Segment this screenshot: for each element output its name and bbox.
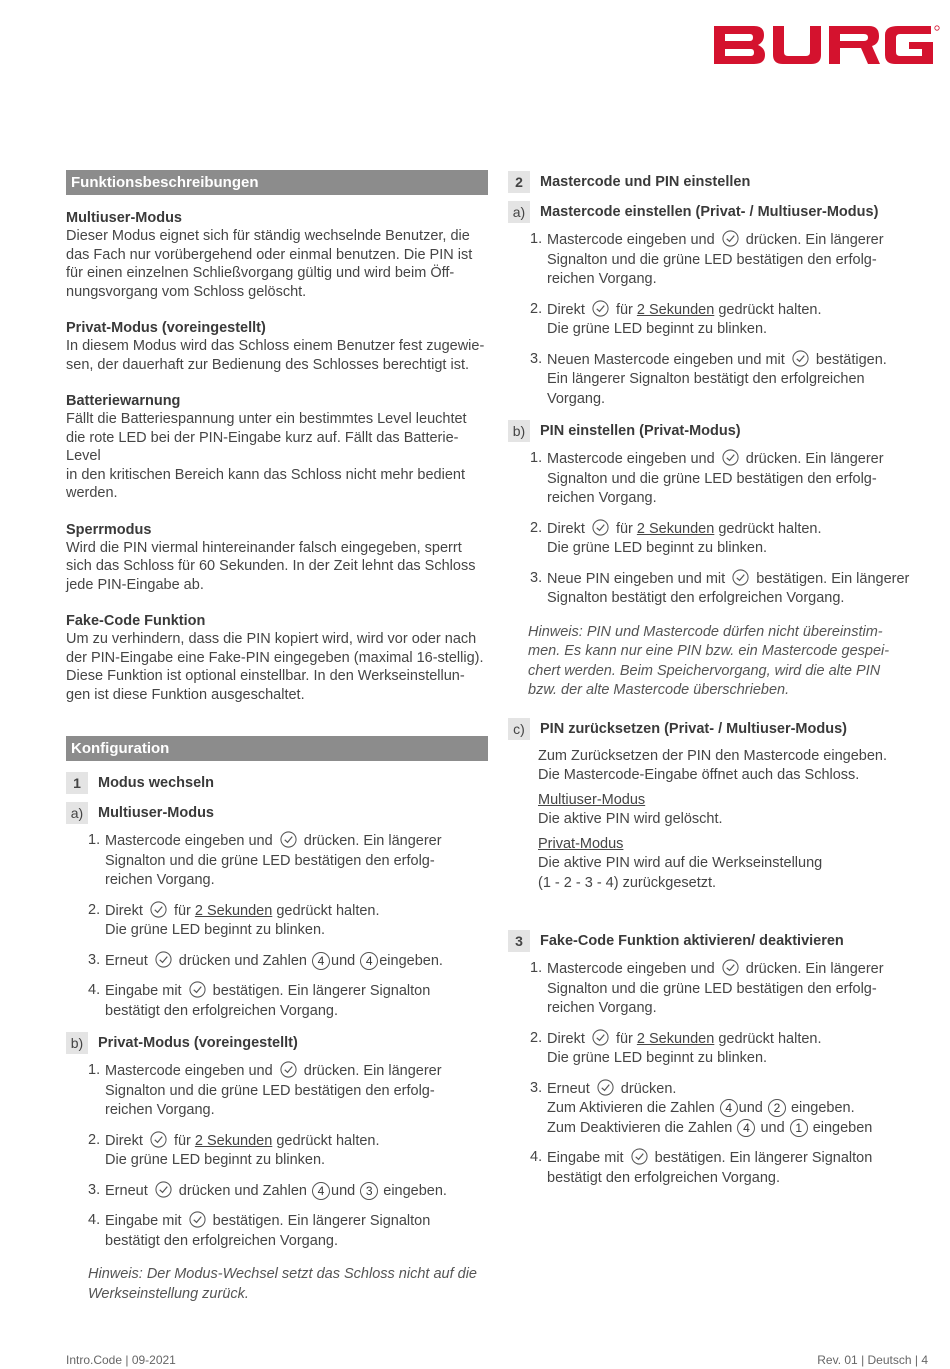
left-column — [66, 170, 488, 1304]
list-item: 2. Direkt für 2 Sekunden gedrückt halten. Die grüne LED beginnt zu blinken. — [530, 519, 822, 556]
feature-text: Um zu verhindern, dass die PIN kopiert wird, wird vor oder nach der PIN-Eingabe eine Fake-PIN eingegeben (maximal 16-stellig). Diese Funktion ist optional einstellbar. In den Werkseinstellun- gen ist diese Funktion ausgeschaltet. — [66, 631, 484, 703]
hint-note: Hinweis: Der Modus-Wechsel setzt das Schloss nicht auf die Werkseinstellung zurück. — [88, 1266, 477, 1302]
footer-right: Rev. 01 | Deutsch | 4 — [817, 1353, 928, 1367]
section-bar-konfiguration: Konfiguration — [66, 736, 488, 761]
substep-label: a) — [66, 802, 88, 824]
hint-note: Hinweis: PIN und Mastercode dürfen nicht übereinstim- men. Es kann nur eine PIN bzw. ein Mastercode gespei- chert werden. Beim Speichervorgang, wird die alte PIN bzw. der alte Mastercode überschrieben. — [528, 623, 890, 698]
feature-text: Fällt die Batteriespannung unter ein bestimmtes Level leuchtet die rote LED bei der PIN-Eingabe kurz auf. Fällt das Batterie-Level in den kritischen Bereich kann das Schloss nicht mehr bedient werden. — [66, 411, 467, 501]
check-icon — [280, 831, 297, 848]
step-number: 3 — [508, 930, 530, 952]
section-bar-funktionsbeschreibungen: Funktionsbeschreibungen — [66, 170, 488, 195]
feature-title: Sperrmodus — [66, 521, 152, 538]
feature-batterie — [66, 392, 488, 503]
check-icon — [592, 1029, 609, 1046]
substep-label: c) — [508, 718, 530, 740]
digit-key-icon: 4 — [312, 952, 330, 970]
feature-multiuser — [66, 209, 488, 301]
substep-label: b) — [508, 420, 530, 442]
digit-key-icon: 4 — [360, 952, 378, 970]
list-item: 2. Direkt für 2 Sekunden gedrückt halten. Die grüne LED beginnt zu blinken. — [530, 300, 822, 337]
subheading-privat: Privat-Modus — [538, 835, 624, 852]
feature-title: Batteriewarnung — [66, 393, 181, 409]
step-2c-heading — [508, 717, 928, 741]
instruction-list — [66, 1061, 488, 1251]
feature-title: Fake-Code Funktion — [66, 613, 206, 629]
substep-title: Multiuser-Modus — [98, 805, 214, 821]
step-2a-heading — [508, 200, 928, 224]
list-item: 1. Mastercode eingeben und drücken. Ein längerer Signalton und die grüne LED bestätigen den erfolg- reichen Vorgang. — [530, 450, 884, 506]
digit-key-icon: 1 — [790, 1119, 808, 1137]
feature-privat — [66, 319, 488, 374]
instruction-list — [66, 831, 488, 1021]
list-item: 4. Eingabe mit bestätigen. Ein längerer Signalton bestätigt den erfolgreichen Vorgang. — [88, 982, 431, 1019]
substep-title: Privat-Modus (voreingestellt) — [98, 1035, 298, 1051]
check-icon — [722, 959, 739, 976]
check-icon — [732, 569, 749, 586]
step-title: Modus wechseln — [98, 775, 215, 791]
list-item: 2. Direkt für 2 Sekunden gedrückt halten. Die grüne LED beginnt zu blinken. — [88, 901, 380, 938]
footer-left: Intro.Code | 09-2021 — [66, 1353, 176, 1367]
feature-text: Wird die PIN viermal hintereinander falsch eingegeben, sperrt sich das Schloss für 60 Sekunden. In der Zeit lehnt das Schloss jede PIN-Eingabe ab. — [66, 539, 476, 593]
step-title: Fake-Code Funktion aktivieren/ deaktivieren — [540, 933, 844, 949]
digit-key-icon: 2 — [768, 1099, 786, 1117]
step-1-heading — [66, 771, 488, 795]
step-3-heading — [508, 929, 928, 953]
feature-fakecode — [66, 612, 488, 704]
list-item: 3. Erneut drücken. Zum Aktivieren die Zahlen 4 und 2 eingeben. Zum Deaktivieren die Zahlen 4 und 1 eingeben — [530, 1079, 873, 1136]
substep-title: PIN einstellen (Privat-Modus) — [540, 423, 741, 439]
substep-label: b) — [66, 1032, 88, 1054]
step-1b-heading — [66, 1031, 488, 1055]
substep-title: Mastercode einstellen (Privat- / Multiuser-Modus) — [540, 204, 879, 220]
list-item: 3. Neue PIN eingeben und mit bestätigen. Ein längerer Signalton bestätigt den erfolgreichen Vorgang. — [530, 569, 910, 606]
feature-title: Privat-Modus (voreingestellt) — [66, 320, 266, 336]
digit-key-icon: 4 — [737, 1119, 755, 1137]
step-2b-heading — [508, 419, 928, 443]
check-icon — [150, 901, 167, 918]
instruction-list — [508, 230, 928, 409]
check-icon — [597, 1079, 614, 1096]
check-icon — [792, 350, 809, 367]
check-icon — [189, 1211, 206, 1228]
check-icon — [722, 230, 739, 247]
check-icon — [592, 519, 609, 536]
check-icon — [722, 449, 739, 466]
check-icon — [631, 1148, 648, 1165]
step-number: 2 — [508, 171, 530, 193]
list-item: 2. Direkt für 2 Sekunden gedrückt halten. Die grüne LED beginnt zu blinken. — [530, 1029, 822, 1066]
digit-key-icon: 4 — [312, 1182, 330, 1200]
check-icon — [189, 981, 206, 998]
list-item: 1. Mastercode eingeben und drücken. Ein längerer Signalton und die grüne LED bestätigen den erfolg- reichen Vorgang. — [530, 960, 884, 1016]
instruction-list — [508, 449, 928, 609]
digit-key-icon: 4 — [720, 1099, 738, 1117]
list-item: 2. Direkt für 2 Sekunden gedrückt halten. Die grüne LED beginnt zu blinken. — [88, 1131, 380, 1168]
subheading-multiuser: Multiuser-Modus — [538, 791, 646, 808]
step-number: 1 — [66, 772, 88, 794]
list-item: 4. Eingabe mit bestätigen. Ein längerer Signalton bestätigt den erfolgreichen Vorgang. — [88, 1212, 431, 1249]
step-2-heading — [508, 170, 928, 194]
burg-logo — [712, 22, 940, 68]
check-icon — [155, 1181, 172, 1198]
instruction-list — [508, 959, 928, 1188]
list-item: 4. Eingabe mit bestätigen. Ein längerer Signalton bestätigt den erfolgreichen Vorgang. — [530, 1149, 873, 1186]
step-title: Mastercode und PIN einstellen — [540, 174, 751, 190]
step-1a-heading — [66, 801, 488, 825]
check-icon — [280, 1061, 297, 1078]
list-item: 1. Mastercode eingeben und drücken. Ein längerer Signalton und die grüne LED bestätigen den erfolg- reichen Vorgang. — [88, 832, 442, 888]
substep-label: a) — [508, 201, 530, 223]
reset-description: Zum Zurücksetzen der PIN den Mastercode eingeben. Die Mastercode-Eingabe öffnet auch das Schloss. Multiuser-Modus Die aktive PIN wird gelöscht. Privat-Modus Die aktive PIN wird auf die Werkseinstellung (1 - 2 - 3 - 4) zurückgesetzt. — [508, 747, 928, 894]
list-item: 1. Mastercode eingeben und drücken. Ein längerer Signalton und die grüne LED bestätigen den erfolg- reichen Vorgang. — [88, 1062, 442, 1118]
feature-text: Dieser Modus eignet sich für ständig wechselnde Benutzer, die das Fach nur vorübergehend oder einmal benutzen. Die PIN ist für einen einzelnen Schließvorgang gültig und wird beim Öff- nungsvorgang vom Schloss gelöscht. — [66, 228, 473, 300]
check-icon — [150, 1131, 167, 1148]
check-icon — [592, 300, 609, 317]
feature-text: In diesem Modus wird das Schloss einem Benutzer fest zugewie- sen, der dauerhaft zur Bedienung des Schlosses berechtigt ist. — [66, 338, 485, 373]
substep-title: PIN zurücksetzen (Privat- / Multiuser-Modus) — [540, 720, 847, 737]
right-column — [508, 170, 928, 1198]
list-item: 3. Neuen Mastercode eingeben und mit bestätigen. Ein längerer Signalton bestätigt den erfolgreichen Vorgang. — [530, 350, 887, 407]
list-item: 3. Erneut drücken und Zahlen 4 und 4 eingeben. — [88, 951, 443, 969]
check-icon — [155, 951, 172, 968]
digit-key-icon: 3 — [360, 1182, 378, 1200]
feature-title: Multiuser-Modus — [66, 210, 182, 226]
feature-sperrmodus — [66, 521, 488, 595]
list-item: 1. Mastercode eingeben und drücken. Ein längerer Signalton und die grüne LED bestätigen den erfolg- reichen Vorgang. — [530, 231, 884, 287]
list-item: 3. Erneut drücken und Zahlen 4 und 3 eingeben. — [88, 1181, 447, 1199]
